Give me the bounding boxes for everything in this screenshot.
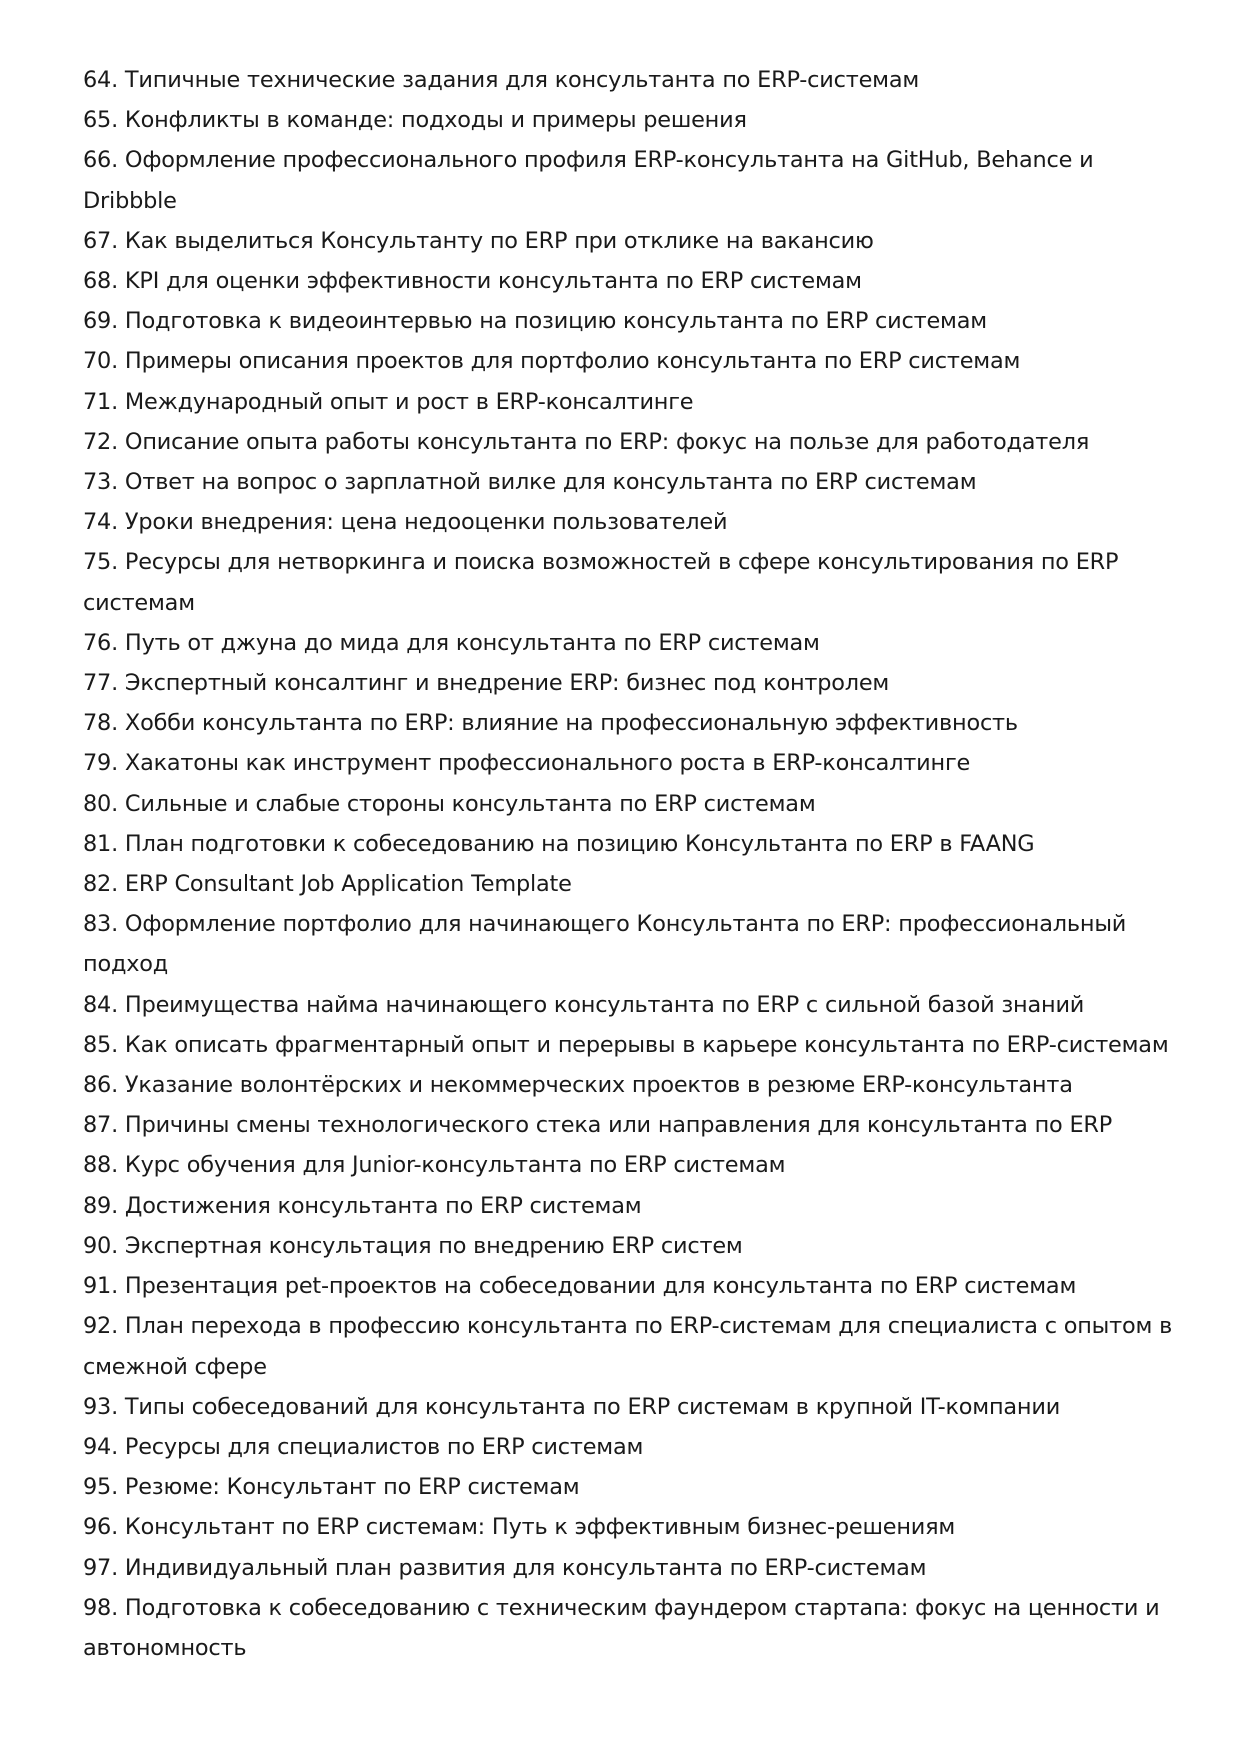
list-item: 84. Преимущества найма начинающего консультанта по ERP с сильной базой знаний <box>83 991 1085 1018</box>
list-item: 97. Индивидуальный план развития для консультанта по ERP-системам <box>83 1554 927 1581</box>
list-item: 68. KPI для оценки эффективности консультанта по ERP системам <box>83 268 862 295</box>
list-item: 95. Резюме: Консультант по ERP системам <box>83 1474 580 1501</box>
list-item: 65. Конфликты в команде: подходы и примеры решения <box>83 107 747 134</box>
list-item: 71. Международный опыт и рост в ERP-консалтинге <box>83 388 694 415</box>
list-item: 64. Типичные технические задания для консультанта по ERP-системам <box>83 67 920 93</box>
list-item: 67. Как выделиться Консультанту по ERP при отклике на вакансию <box>83 227 874 254</box>
list-item: 75. Ресурсы для нетворкинга и поиска возможностей в сфере консультирования по ERP системам <box>83 549 1119 616</box>
document-page <box>83 60 1173 1668</box>
list-item: 98. Подготовка к собеседованию с техническим фаундером стартапа: фокус на ценности и автономность <box>83 1594 1160 1661</box>
list-item: 76. Путь от джуна до мида для консультанта по ERP системам <box>83 629 820 656</box>
list-item: 69. Подготовка к видеоинтервью на позицию консультанта по ERP системам <box>83 308 987 335</box>
list-item: 74. Уроки внедрения: цена недооценки пользователей <box>83 509 728 536</box>
list-item: 90. Экспертная консультация по внедрению ERP систем <box>83 1232 743 1259</box>
list-item: 70. Примеры описания проектов для портфолио консультанта по ERP системам <box>83 348 1021 375</box>
list-item: 91. Презентация pet-проектов на собеседовании для консультанта по ERP системам <box>83 1273 1077 1300</box>
list-item: 66. Оформление профессионального профиля ERP-консультанта на GitHub, Behance и Dribbble <box>83 147 1094 214</box>
list-item: 77. Экспертный консалтинг и внедрение ERP: бизнес под контролем <box>83 670 890 697</box>
list-item: 81. План подготовки к собеседованию на позицию Консультанта по ERP в FAANG <box>83 830 1035 857</box>
list-item: 93. Типы собеседований для консультанта по ERP системам в крупной IT-компании <box>83 1393 1061 1420</box>
list-item: 88. Курс обучения для Junior-консультанта по ERP системам <box>83 1152 786 1179</box>
list-item: 92. План перехода в профессию консультанта по ERP-системам для специалиста с опытом в смежной сфере <box>83 1313 1173 1380</box>
list-item: 86. Указание волонтёрских и некоммерческих проектов в резюме ERP-консультанта <box>83 1072 1073 1099</box>
list-item: 79. Хакатоны как инструмент профессионального роста в ERP-консалтинге <box>83 750 971 777</box>
list-item: 80. Сильные и слабые стороны консультанта по ERP системам <box>83 790 816 817</box>
list-item: 72. Описание опыта работы консультанта по ERP: фокус на пользе для работодателя <box>83 428 1090 455</box>
list-item: 85. Как описать фрагментарный опыт и перерывы в карьере консультанта по ERP-системам <box>83 1031 1169 1058</box>
list-item: 87. Причины смены технологического стека или направления для консультанта по ERP <box>83 1112 1113 1139</box>
list-item: 78. Хобби консультанта по ERP: влияние на профессиональную эффективность <box>83 710 1018 737</box>
table-of-contents <box>83 60 1173 1668</box>
list-item: 96. Консультант по ERP системам: Путь к эффективным бизнес-решениям <box>83 1514 956 1541</box>
list-item: 83. Оформление портфолио для начинающего Консультанта по ERP: профессиональный подход <box>83 911 1127 978</box>
list-item: 94. Ресурсы для специалистов по ERP системам <box>83 1433 644 1460</box>
list-item: 73. Ответ на вопрос о зарплатной вилке для консультанта по ERP системам <box>83 469 977 496</box>
list-item: 89. Достижения консультанта по ERP системам <box>83 1192 642 1219</box>
list-item: 82. ERP Consultant Job Application Template <box>83 871 572 898</box>
